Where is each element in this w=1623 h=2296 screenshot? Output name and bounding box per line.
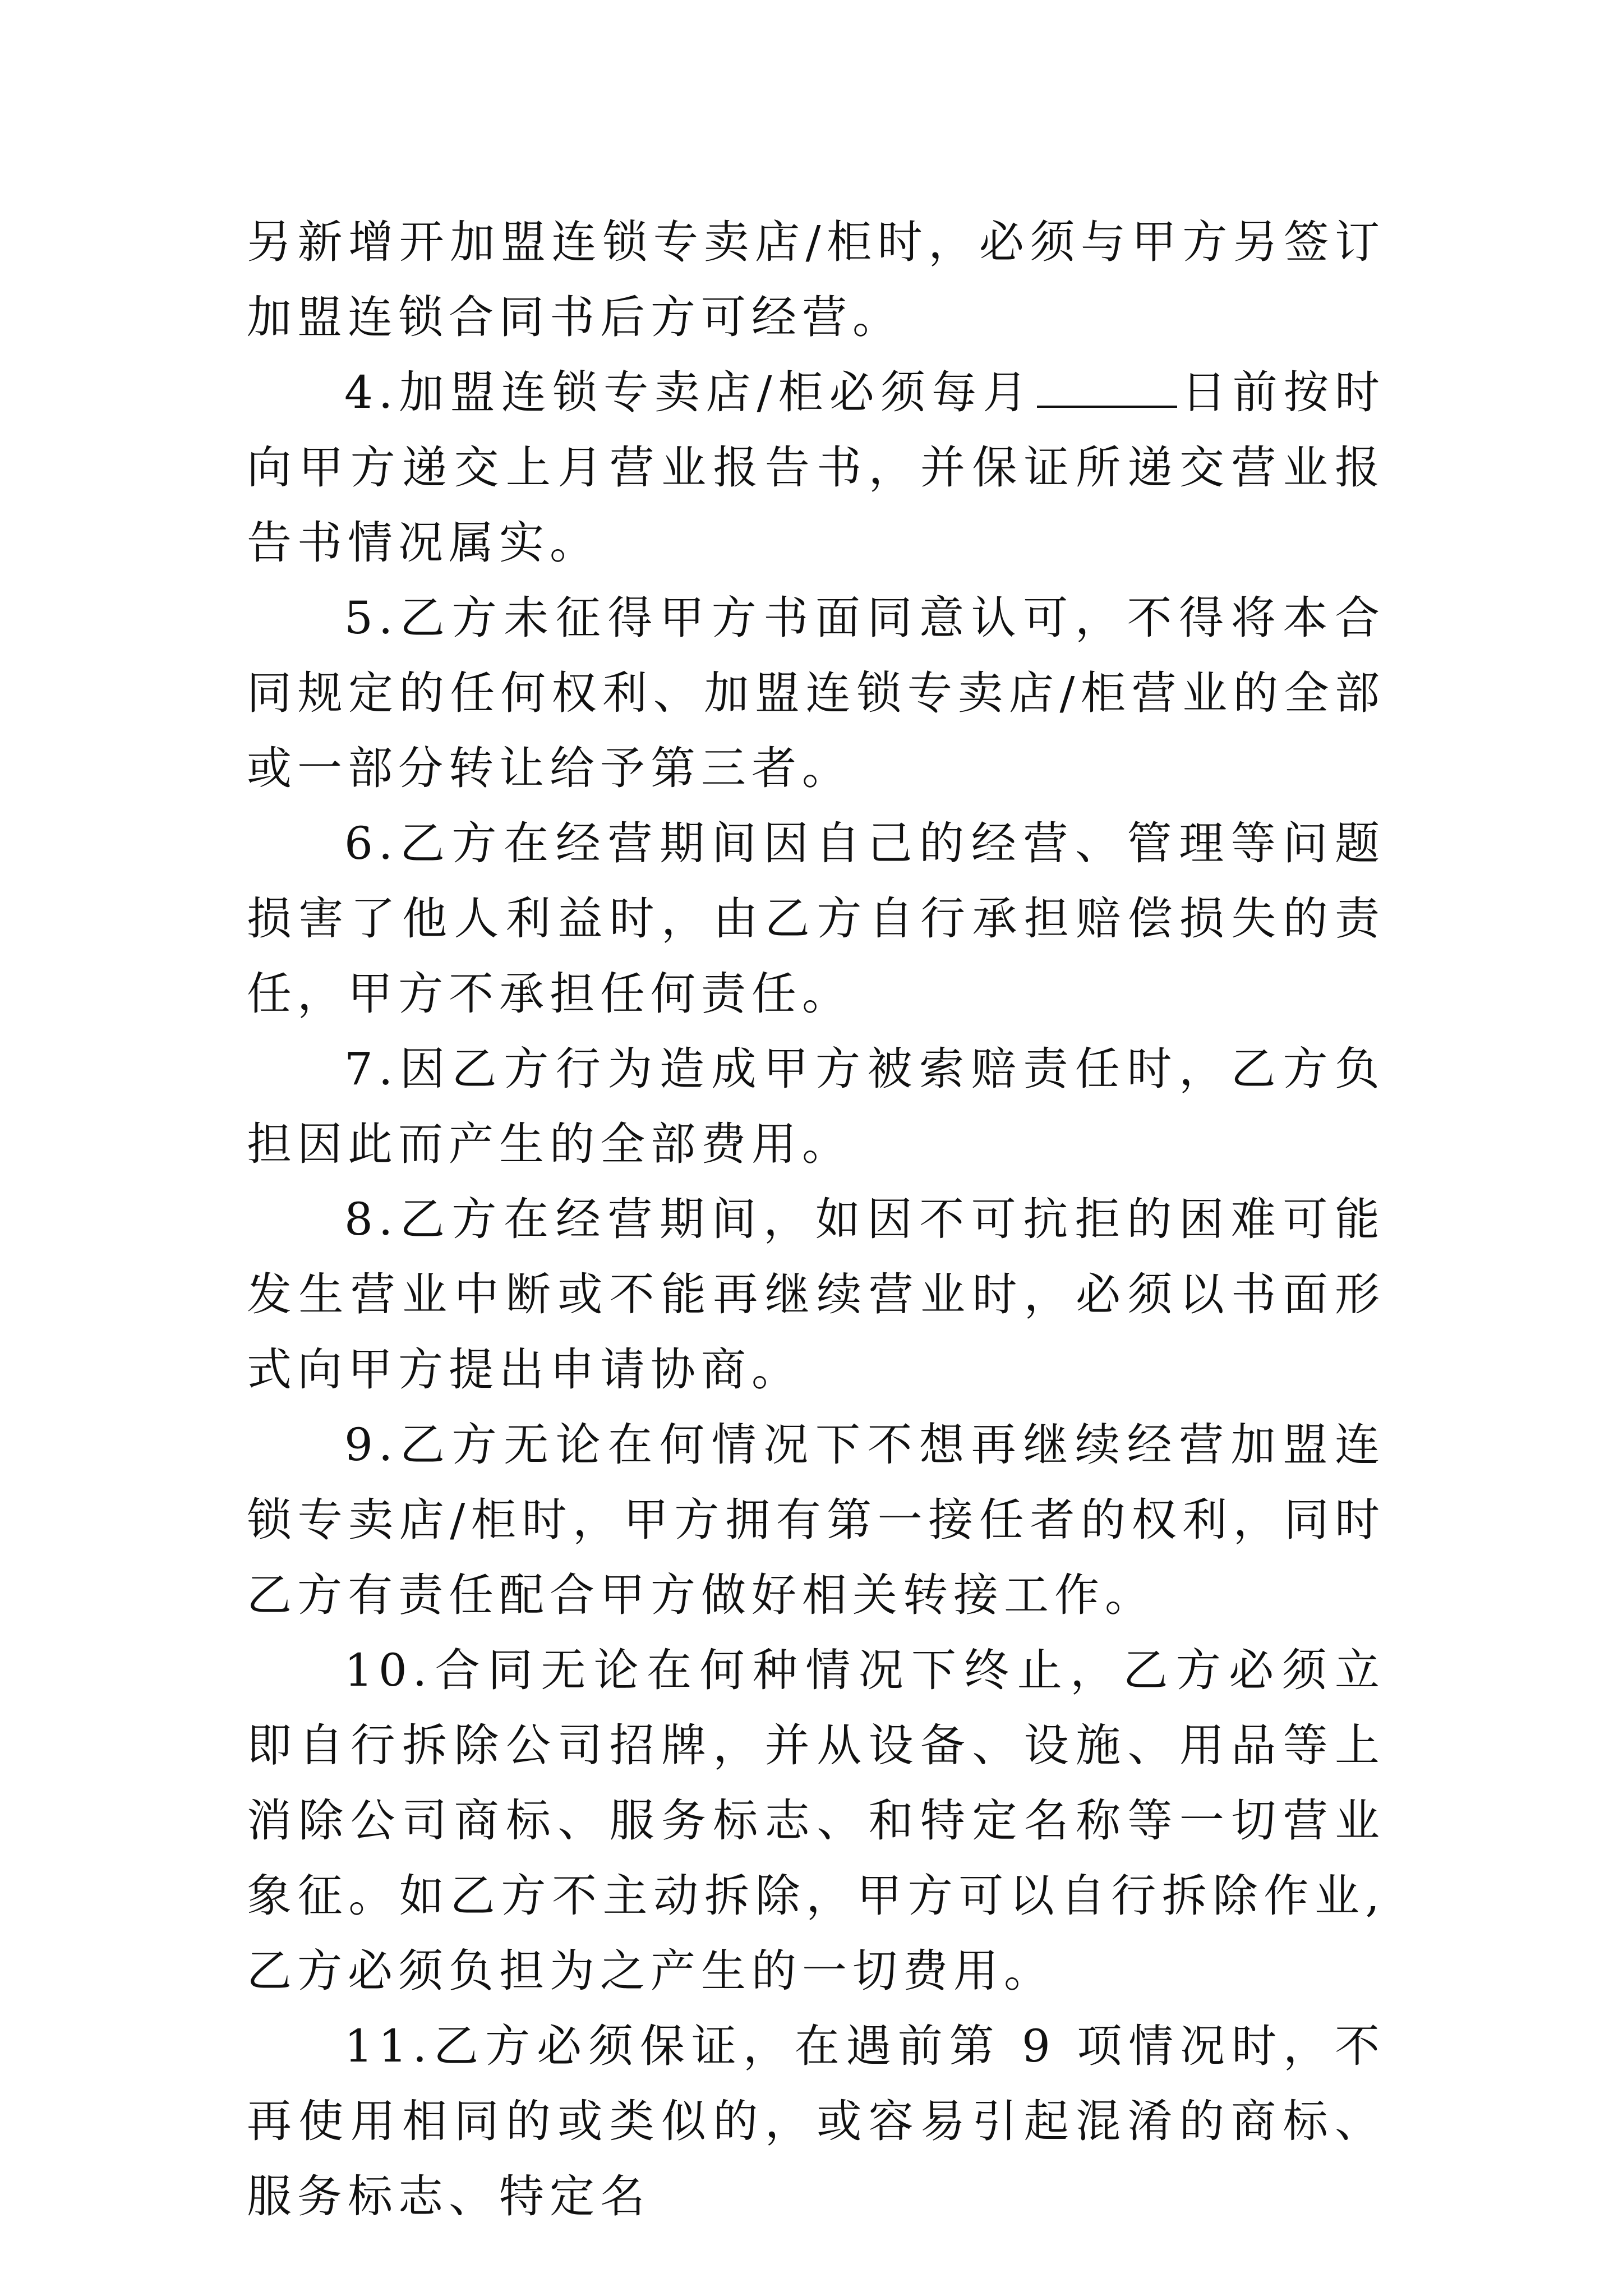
paragraph-9: 9.乙方无论在何情况下不想再继续经营加盟连锁专卖店/柜时，甲方拥有第一接任者的权利，同时乙方有责任配合甲方做好相关转接工作。 [247,1419,1385,1621]
paragraph-7: 7.因乙方行为造成甲方被索赔责任时，乙方负担因此而产生的全部费用。 [247,1043,1385,1170]
paragraph-6: 6.乙方在经营期间因自己的经营、管理等问题损害了他人利益时，由乙方自行承担赔偿损失的责任，甲方不承担任何责任。 [247,817,1385,1020]
paragraph-8: 8.乙方在经营期间，如因不可抗拒的困难可能发生营业中断或不能再继续营业时，必须以书面形式向甲方提出申请协商。 [247,1193,1385,1396]
paragraph-5: 5.乙方未征得甲方书面同意认可，不得将本合同规定的任何权利、加盟连锁专卖店/柜营业的全部或一部分转让给予第三者。 [247,592,1385,794]
fill-in-blank [1037,366,1177,408]
paragraph-10: 10.合同无论在何种情况下终止，乙方必须立即自行拆除公司招牌，并从设备、设施、用品等上消除公司商标、服务标志、和特定名称等一切营业象征。如乙方不主动拆除，甲方可以自行拆除作业,乙方必须负担为之产生的一切费用。 [247,1644,1385,1997]
paragraph-4-text-before: 4.加盟连锁专卖店/柜必须每月 [344,366,1034,418]
paragraph-3-continuation: 另新增开加盟连锁专卖店/柜时，必须与甲方另签订加盟连锁合同书后方可经营。 [247,216,1385,343]
document-body [247,205,1385,2234]
paragraph-4 [247,355,1385,581]
paragraph-11: 11.乙方必须保证，在遇前第 9 项情况时，不再使用相同的或类似的，或容易引起混淆的商标、服务标志、特定名 [247,2020,1385,2223]
paragraph-4-text-after: 日前按时向甲方递交上月营业报告书，并保证所递交营业报告书情况属实。 [247,366,1386,569]
